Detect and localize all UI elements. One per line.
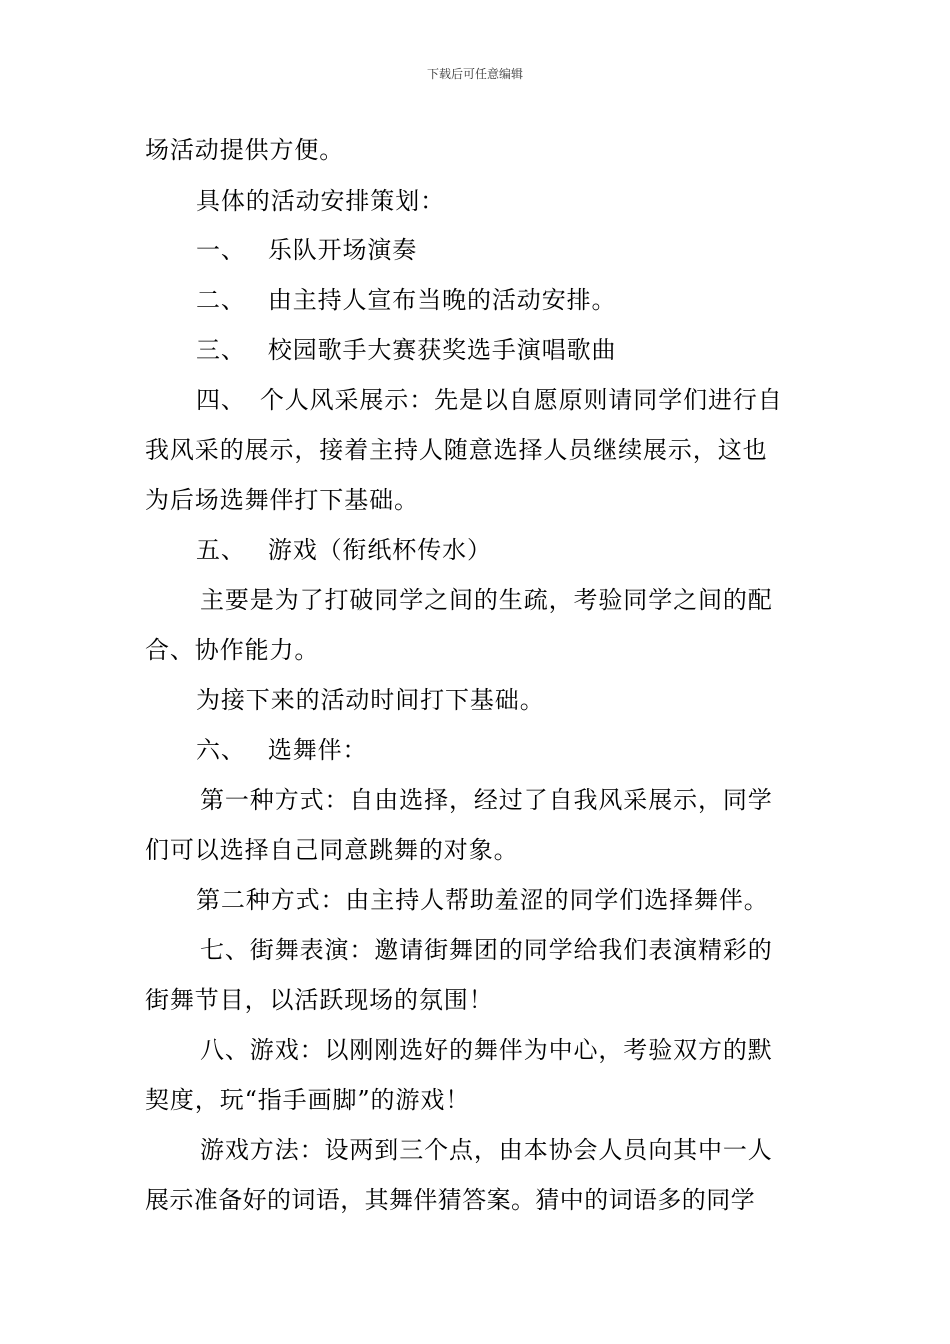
- list-item-number: 六、: [196, 736, 246, 764]
- text-line: 合、协作能力。: [145, 636, 320, 664]
- list-item-text: 游戏（衔纸杯传水）: [267, 536, 492, 564]
- text-line: 为后场选舞伴打下基础。: [145, 486, 419, 514]
- text-line: 第二种方式：由主持人帮助羞涩的同学们选择舞伴。: [196, 886, 769, 914]
- list-item: [196, 334, 616, 366]
- list-item-number: 五、: [196, 536, 246, 564]
- text-line: 街舞节目，以活跃现场的氛围！: [145, 986, 494, 1014]
- text-line: 们可以选择自己同意跳舞的对象。: [145, 836, 519, 864]
- text-line: 具体的活动安排策划：: [196, 187, 445, 215]
- list-item: [196, 734, 367, 766]
- text-line: 第一种方式：自由选择，经过了自我风采展示，同学: [200, 786, 773, 814]
- page-header: 下载后可任意编辑: [426, 67, 523, 81]
- text-line: 主要是为了打破同学之间的生疏，考验同学之间的配: [200, 586, 773, 614]
- list-item-number: 三、: [196, 336, 246, 364]
- text-line: 七、街舞表演：邀请街舞团的同学给我们表演精彩的: [200, 936, 773, 964]
- text-line: 游戏方法：设两到三个点，由本协会人员向其中一人: [200, 1136, 773, 1164]
- list-item-text: 由主持人宣布当晚的活动安排。: [267, 286, 617, 314]
- text-line: 展示准备好的词语，其舞伴猜答案。猜中的词语多的同学: [145, 1186, 755, 1214]
- list-item: [196, 234, 417, 266]
- text-line: 场活动提供方便。: [145, 136, 345, 164]
- list-item: [196, 534, 492, 566]
- list-item-text: 乐队开场演奏: [267, 236, 418, 264]
- text-line: 我风采的展示，接着主持人随意选择人员继续展示，这也: [145, 436, 768, 464]
- list-item-text: 校园歌手大赛获奖选手演唱歌曲: [267, 336, 617, 364]
- list-item-text: 个人风采展示：先是以自愿原则请同学们进行自: [259, 386, 783, 414]
- text-line: 契度，玩“指手画脚”的游戏！: [145, 1086, 471, 1114]
- list-item-text: 选舞伴：: [267, 736, 368, 764]
- list-item: [196, 284, 616, 316]
- list-item-number: 四、: [196, 386, 246, 414]
- text-line: 八、游戏：以刚刚选好的舞伴为中心，考验双方的默: [200, 1036, 773, 1064]
- text-line: 为接下来的活动时间打下基础。: [196, 686, 545, 714]
- list-item-number: 二、: [196, 286, 246, 314]
- list-item: [196, 384, 783, 416]
- list-item-number: 一、: [196, 236, 246, 264]
